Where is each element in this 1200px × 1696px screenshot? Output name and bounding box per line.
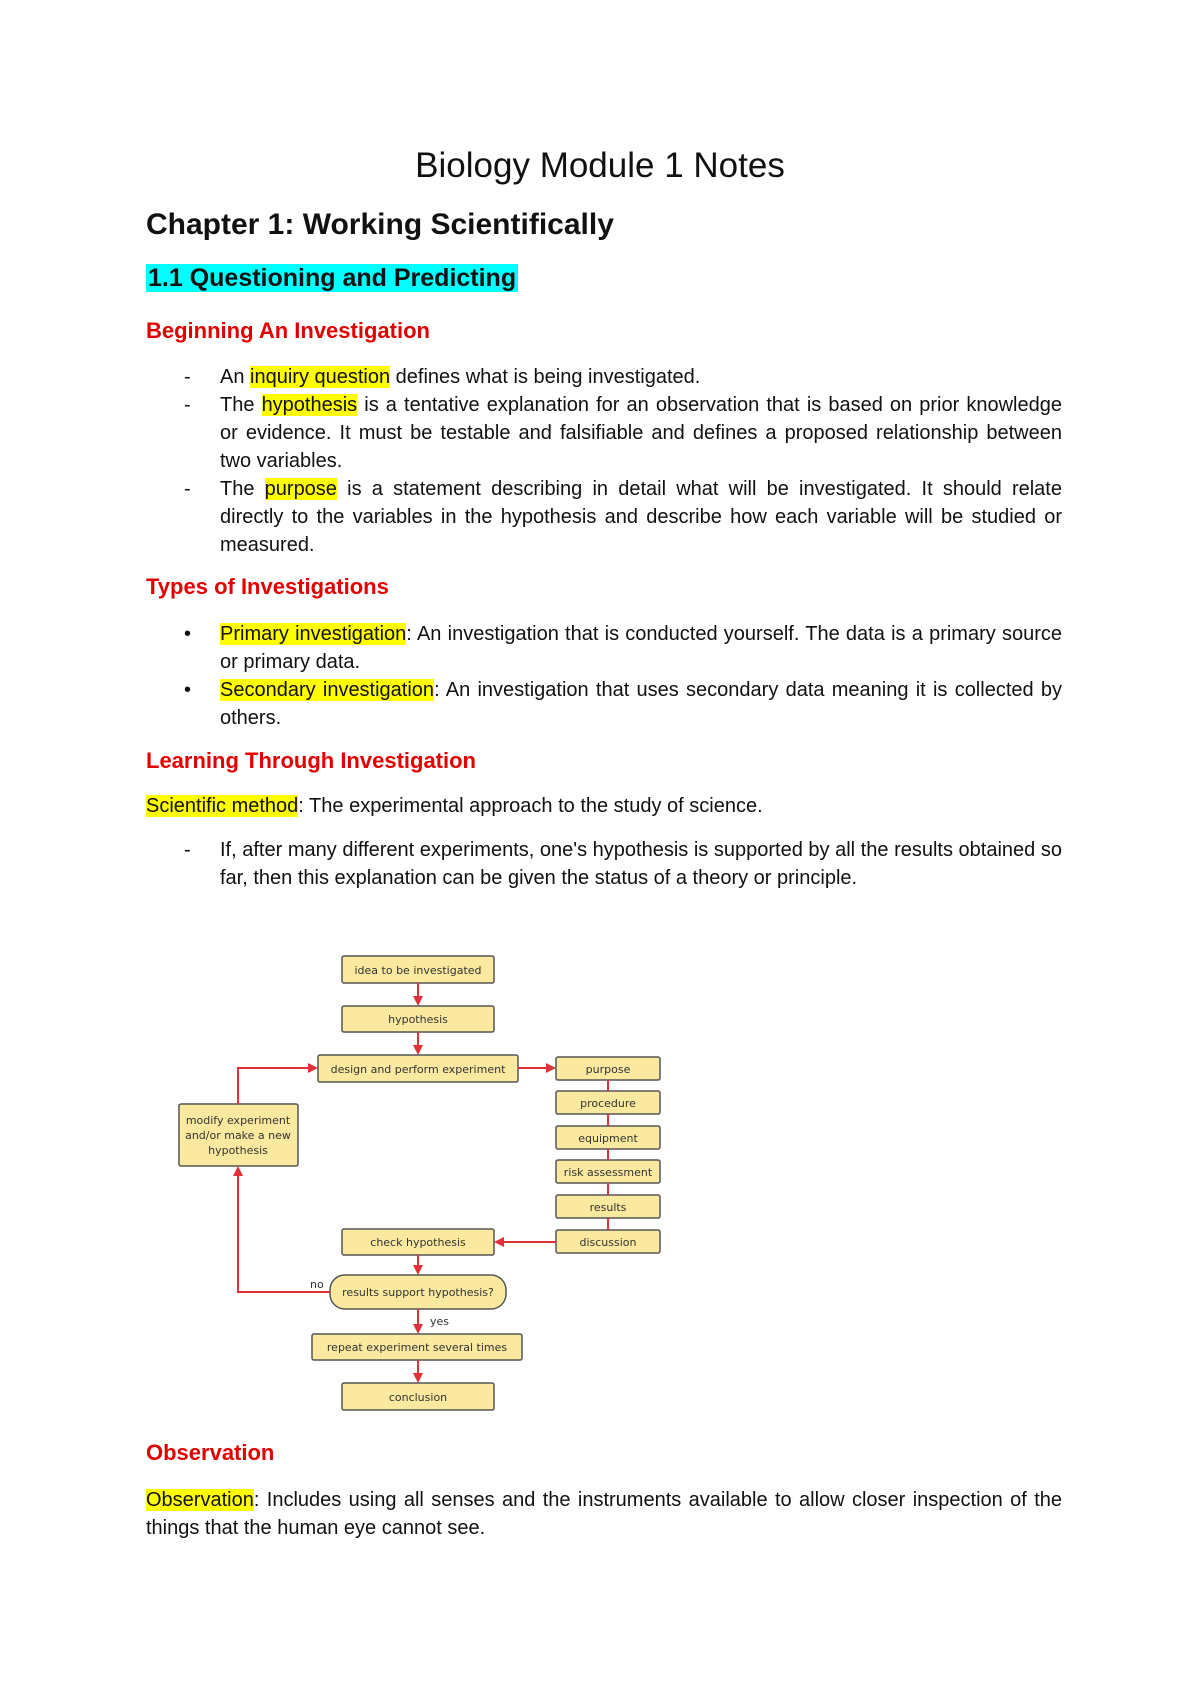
conclusion-label: conclusion [388,1391,448,1404]
list-item: - An inquiry question defines what is being investigated. [146,363,1062,391]
arrow-decision-modify [238,1168,330,1292]
scientific-method-paragraph: Scientific method: The experimental approach to the study of science. [146,795,763,817]
dash-marker: - [184,839,191,861]
section-heading-text: 1.1 Questioning and Predicting [148,264,517,292]
dash-marker: - [184,366,191,388]
discussion-label: discussion [579,1236,637,1249]
bullet-marker: • [184,623,192,645]
repeat-label: repeat experiment several times [326,1341,508,1354]
risk-assessment-label: risk assessment [563,1166,653,1179]
equipment-label: equipment [578,1132,638,1145]
modify-label-line3: hypothesis [208,1144,268,1157]
highlighted-term: inquiry question [250,366,391,388]
results-label: results [589,1201,627,1214]
no-label: no [310,1278,324,1291]
highlighted-term: Secondary investigation [220,679,435,701]
beginning-heading: Beginning An Investigation [146,318,430,343]
list-item: - The hypothesis is a tentative explanation for an observation that is based on prior knowledge or evidence. It must be testable and falsifiable and defines a proposed relationship between two variables. [146,391,1062,475]
observation-paragraph: Observation: Includes using all senses and the instruments available to allow closer inspection of the things that the human eye cannot see. [146,1489,1062,1539]
learning-heading: Learning Through Investigation [146,748,476,773]
highlighted-term: Scientific method [146,795,299,817]
document-title: Biology Module 1 Notes [415,146,785,185]
bullet-marker: • [184,679,192,701]
chapter-heading: Chapter 1: Working Scientifically [146,208,614,241]
decision-label: results support hypothesis? [342,1286,494,1299]
highlighted-term: Observation [146,1489,254,1511]
modify-label-line1: modify experiment [185,1114,291,1127]
design-label: design and perform experiment [330,1063,506,1076]
observation-heading: Observation [146,1440,275,1465]
highlighted-term: hypothesis [261,394,358,416]
list-item: - If, after many different experiments, one's hypothesis is supported by all the results obtained so far, then this explanation can be given the status of a theory or principle. [146,836,1062,892]
idea-label: idea to be investigated [354,964,482,977]
modify-label-line2: and/or make a new [185,1129,291,1142]
check-hypothesis-label: check hypothesis [370,1236,466,1249]
list-item: • Secondary investigation: An investigation that uses secondary data meaning it is collected by others. [146,676,1062,732]
list-item: • Primary investigation: An investigation that is conducted yourself. The data is a primary source or primary data. [146,620,1062,676]
types-heading: Types of Investigations [146,574,389,599]
purpose-label: purpose [585,1063,631,1076]
yes-label: yes [430,1315,450,1328]
list-item: - The purpose is a statement describing in detail what will be investigated. It should relate directly to the variables in the hypothesis and describe how each variable will be studied or measured. [146,475,1062,559]
hypothesis-label: hypothesis [388,1013,448,1026]
highlighted-term: purpose [264,478,337,500]
highlighted-term: Primary investigation [220,623,407,645]
procedure-label: procedure [580,1097,636,1110]
dash-marker: - [184,394,191,416]
arrow-modify-design [238,1068,316,1104]
dash-marker: - [184,478,191,500]
